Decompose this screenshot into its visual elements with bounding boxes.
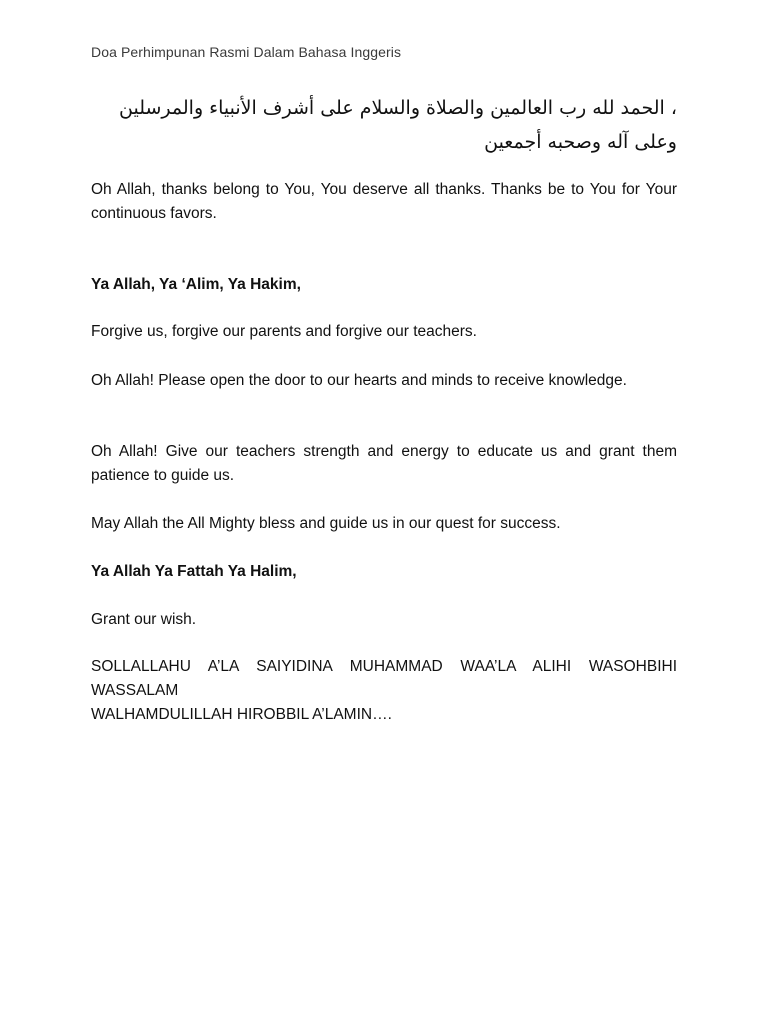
invocation-heading-1: Ya Allah, Ya ‘Alim, Ya Hakim, (91, 276, 301, 293)
paragraph-teachers: Oh Allah! Give our teachers strength and energy to educate us and grant them patience to guide us. (91, 443, 677, 484)
paragraph-thanks: Oh Allah, thanks belong to You, You deserve all thanks. Thanks be to You for Your continuous favors. (91, 181, 677, 222)
closing-line-1: SOLLALLAHU A’LA SAIYIDINA MUHAMMAD WAA’LA ALIHI WASOHBIHI WASSALAM (91, 658, 677, 699)
paragraph-open-door: Oh Allah! Please open the door to our hearts and minds to receive knowledge. (91, 372, 627, 389)
paragraph-forgive: Forgive us, forgive our parents and forgive our teachers. (91, 323, 477, 340)
closing-salawat (91, 655, 677, 727)
page-header: Doa Perhimpunan Rasmi Dalam Bahasa Inggeris (91, 44, 402, 60)
arabic-line-2: وعلى آله وصحبه أجمعين (484, 131, 677, 153)
paragraph-grant-wish: Grant our wish. (91, 611, 197, 628)
arabic-line-1: ، الحمد لله رب العالمين والصلاة والسلام على أشرف الأنبياء والمرسلين (119, 97, 677, 119)
closing-line-2: WALHAMDULILLAH HIROBBIL A’LAMIN…. (91, 706, 392, 723)
invocation-heading-2: Ya Allah Ya Fattah Ya Halim, (91, 563, 297, 580)
paragraph-bless: May Allah the All Mighty bless and guide us in our quest for success. (91, 515, 561, 532)
arabic-opening (91, 91, 677, 159)
